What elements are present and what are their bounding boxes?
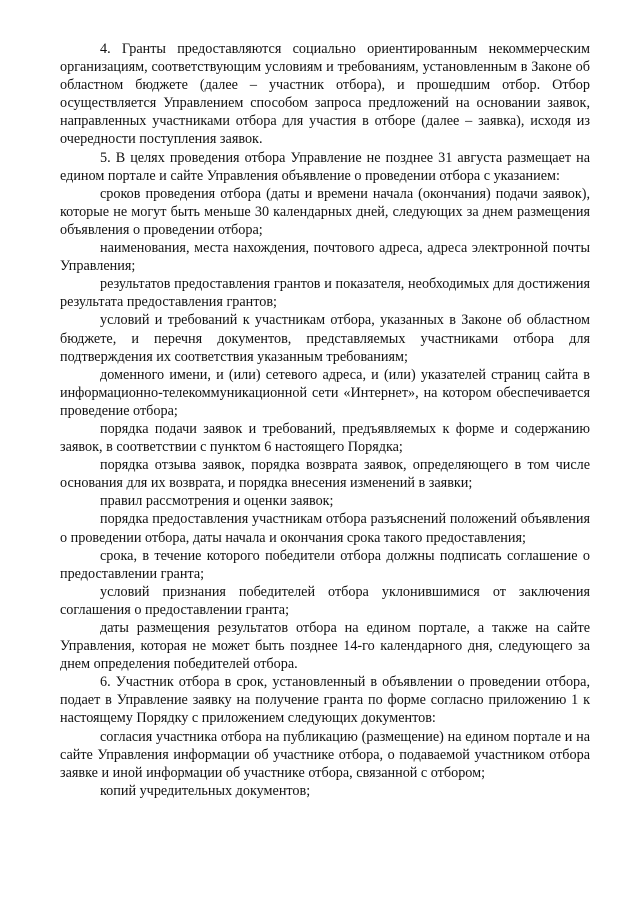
list-item-name-address: наименования, места нахождения, почтового адреса, адреса электронной почты Управления; [60, 240, 590, 275]
list-item-evasion: условий признания победителей отбора уклонившимися от заключения соглашения о предоставлении гранта; [60, 583, 590, 618]
list-item-deadlines: сроков проведения отбора (даты и времени начала (окончания) подачи заявок), которые не могут быть меньше 30 календарных дней, следующих за днем размещения объявления о проведении отбора; [60, 185, 590, 238]
paragraph-4-grants: 4. Гранты предоставляются социально ориентированным некоммерческим организациям, соответствующим условиям и требованиям, установленным в Законе об областном бюджете (далее – участник отбора), и прошедшим отбор. Отбор осуществляется Управлением способом запроса предложений на основании заявок, направленных участниками отбора для участия в отборе (далее – заявка), исходя из очередности поступления заявок. [60, 41, 590, 148]
list-item-charter-copies: копий учредительных документов; [100, 782, 311, 799]
paragraph-6-application: 6. Участник отбора в срок, установленный в объявлении о проведении отбора, подает в Управление заявку на получение гранта по форме согласно приложению 1 к настоящему Порядку с приложением следующих документов: [60, 674, 590, 727]
list-item-results: результатов предоставления грантов и показателя, необходимых для достижения результата предоставления грантов; [60, 276, 590, 311]
document-page [60, 40, 590, 800]
list-item-clarifications: порядка предоставления участникам отбора разъяснений положений объявления о проведении отбора, даты начала и окончания срока такого предоставления; [60, 511, 590, 546]
list-item-domain: доменного имени, и (или) сетевого адреса, и (или) указателей страниц сайта в информационно-телекоммуникационной сети «Интернет», на котором обеспечивается проведение отбора; [60, 366, 590, 419]
paragraph-5-announcement: 5. В целях проведения отбора Управление не позднее 31 августа размещает на едином портале и сайте Управления объявление о проведении отбора с указанием: [60, 149, 590, 184]
list-item-submission: порядка подачи заявок и требований, предъявляемых к форме и содержанию заявок, в соответствии с пунктом 6 настоящего Порядка; [60, 420, 590, 456]
list-item-results-date: даты размещения результатов отбора на едином портале, а также на сайте Управления, которая не может быть позднее 14-го календарного дня, следующего за днем определения победителей отбора. [60, 620, 590, 673]
list-item-signing-term: срока, в течение которого победители отбора должны подписать соглашение о предоставлении гранта; [60, 547, 590, 582]
list-item-consent: согласия участника отбора на публикацию (размещение) на едином портале и на сайте Управления информации об участнике отбора, о подаваемой участником отбора заявке и иной информации об участнике отбора, связанной с отбором; [60, 728, 590, 781]
list-item-review-rules: правил рассмотрения и оценки заявок; [100, 493, 334, 510]
list-item-requirements: условий и требований к участникам отбора, указанных в Законе об областном бюджете, и перечня документов, представляемых участниками отбора для подтверждения их соответствия указанным требованиям; [60, 312, 590, 365]
list-item-withdrawal: порядка отзыва заявок, порядка возврата заявок, определяющего в том числе основания для их возврата, и порядка внесения изменений в заявки; [60, 457, 590, 492]
